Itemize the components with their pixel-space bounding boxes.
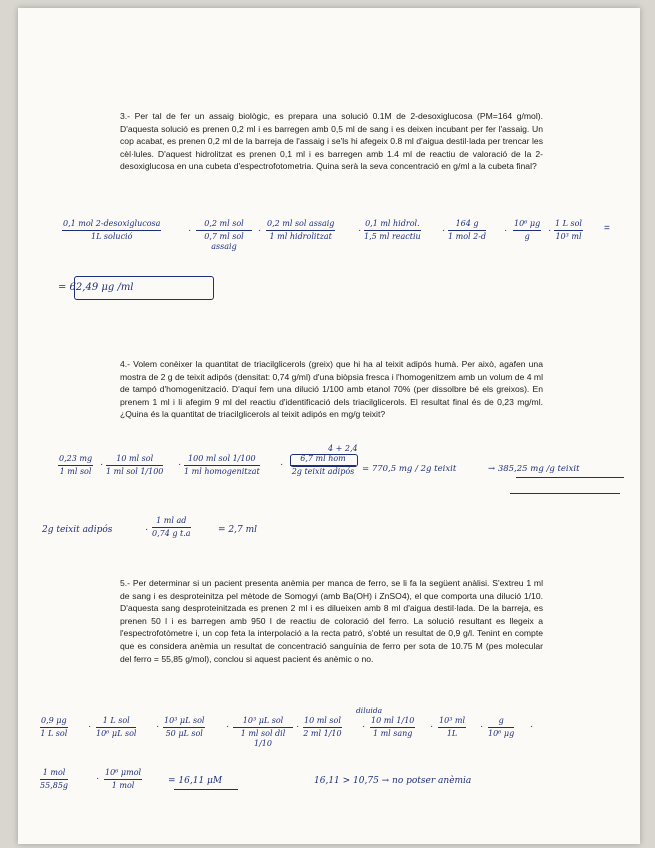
p3-fraction-4: 0,1 ml hidrol. 1,5 ml reactiu: [364, 219, 421, 241]
p3-fraction-5: 164 g 1 mol 2-d: [448, 219, 487, 241]
p5-line2-fraction-a: 1 mol 55,85g: [40, 768, 69, 790]
p5-conclusion: 16,11 > 10,75 → no potser anèmia: [314, 776, 472, 786]
p5-fraction-1: 0,9 μg 1 L sol: [40, 716, 68, 738]
p4-fraction-3: 100 ml sol 1/100 1 ml homogenitzat: [184, 454, 260, 476]
p3-fraction-7: 1 L sol 10³ ml: [555, 219, 582, 241]
p5-fraction-6: 10 ml 1/10 1 ml sang: [371, 716, 415, 738]
p5-fraction-8: $\frac{g}{\text{10⁶ μg}}$: [488, 716, 515, 738]
p5-fraction-4: 10³ μL sol 1 ml sol dil 1/10: [233, 716, 293, 749]
p5-line2-fraction-b: 10⁶ μmol 1 mol: [105, 768, 142, 790]
problem-5-statement: 5.- Per determinar si un pacient presenta anèmia per manca de ferro, se li fa la següent anàlisi. S'extreu 1 ml de sang i es desproteinitza pel mètode de Somogyi (amb Ba(OH) i ZnSO4), el que comporta una dilució 1/10. D'aquesta sang desproteinitzada es prenen 2 ml i es dilueixen amb 8 ml d'aigua destil·lada. De la barreja, es prenen 50 l i es barregen amb 950 l de reactiu de coloració del ferro. La solució resultant es llegeix a l'espectrofotòmetre i, un cop feta la interpolació a la recta patró, s'obté un resultat de 0,9 g/l. Tenint en compte que es considera anèmia un resultat de concentració sanguínia de ferro per sota de 10.75 M (pes molecular del ferro = 55,85 g/mol), conclou si aquest pacient és anèmic o no.: [120, 578, 543, 664]
p4-final-result: → 385,25 mg /g teixit: [488, 464, 580, 474]
p3-fraction-1: 0,1 mol 2-desoxiglucosa 1L solució: [63, 219, 161, 241]
p3-fraction-6: $\frac{\text{10⁶ μg}}{g}$: [514, 219, 541, 241]
problem-4-statement: 4.- Volem conèixer la quantitat de triacilglicerols (greix) que hi ha al teixit adipós humà. Per això, agafen una mostra de 2 g de teixit adipós (densitat: 0,74 g/ml) d'una biòpsia fresca i l'homogenitzem amb un volum de 4 ml de tampó d'homogenització. D'aquí fem una dilució 1/100 amb etanol 70% (per dissolbre bé els greixos). En prenem 1 ml i li afegim 9 ml del reactiu d'identificació dels triacilglicerols. El resultat final és de 0,23 mg/ml. ¿Quina és la quantitat de triacilglicerols al teixit adipós en mg/g teixit?: [120, 359, 543, 420]
p4-line2-fraction: $\frac{\text{1 ml ad}}{\text{0,74 g t.a}}$: [152, 516, 191, 538]
p4-line2-result: = 2,7 ml: [218, 525, 257, 535]
p3-fraction-3: 0,2 ml sol assaig 1 ml hidrolitzat: [267, 219, 335, 241]
p4-fraction-2: 10 ml sol 1 ml sol 1/100: [106, 454, 164, 476]
p3-fraction-2: 0,2 ml sol 0,7 ml sol assaig: [196, 219, 252, 252]
p5-fraction-7: $\frac{\text{10³ ml}}{1L}$: [439, 716, 466, 738]
p5-result: = 16,11 μM: [168, 776, 223, 786]
p5-fraction-2: 1 L sol 10⁶ μL sol: [96, 716, 137, 738]
exam-sheet: 3.- Per tal de fer un assaig biològic, es prepara una solució 0.1M de 2-desoxiglucosa (PM=164 g/mol). D'aquesta solució es prenen 0,2 ml i es barregen amb 0,5 ml de sang i es deixen incubant per fer l'assaig. Un cop acabat, es prenen 0,2 ml de la barreja de l'assaig i se'ls hi afegeix 0.8 ml d'aigua destil·lada per trencar les cèl·lules. D'aquest hidrolitzat es prenen 0,1 ml i es barregen amb 1.4 ml de reactiu de valoració de la 2-desoxiglucosa en una cubeta d'espectrofotometria. Quina serà la seva concentració en g/ml a la cubeta final? 0,1 mol 2-desoxiglucosa 1L solució · 0,2 ml sol 0,7 ml sol assaig · 0,2 ml sol assaig 1 ml hidrolitzat · 0,1 ml hidrol. 1,5 ml reactiu · 164 g 1 mol 2-d · $\frac{\text{10⁶ μg}}{g}$ · 1 L sol 10³ ml = = 62,49 μg /ml 4.- Volem conèixer la quantitat de triacilglicerols (greix) que hi ha al teixit adipós humà. Per això, agafen una mostra de 2 g de teixit adipós (densitat: 0,74 g/ml) d'una biòpsia fresca i l'homogenitzem amb un volum de 4 ml de tampó d'homogenització. D'aquí fem una dilució 1/100 amb etanol 70% (per dissolbre bé els greixos). En prenem 1 ml i li afegim 9 ml del reactiu d'identificació dels triacilglicerols. El resultat final és de 0,23 mg/ml. ¿Quina és la quantitat de triacilglicerols al teixit adipós en mg/g teixit? 4 + 2,4 0,23 mg 1 ml sol · 10 ml sol 1 ml sol 1/100 · 100 ml sol 1/100 1 ml homogenitzat · 6,7 ml hom 2g teixit adipós = 770,5 mg / 2g teixit → 385,25 mg /g teixit 2g teixit adipós · $\frac{\text{1 ml ad}}{\text{0,74 g t.a}}$ = 2,7 ml 5.- Per determinar si un pacient presenta anèmia per manca de ferro, se li fa la següent anàlisi. S'extreu 1 ml de sang i es desproteinitza pel mètode de Somogyi (amb Ba(OH) i ZnSO4), el que comporta una dilució 1/10. D'aquesta sang desproteinitzada es prenen 2 ml i es dilueixen amb 8 ml d'aigua destil·lada. De la barreja, es prenen 50 l i es barregen amb 950 l de reactiu de coloració del ferro. La solució resultant es llegeix a l'espectrofotòmetre i, un cop feta la interpolació a la recta patró, s'obté un resultat de 0,9 g/l. Tenint en compte que es considera anèmia un resultat de concentració sanguínia de ferro per sota de 10.75 M (pes molecular del ferro = 55,85 g/mol), conclou si aquest pacient és anèmic o no. diluida 0,9 μg 1 L sol · 1 L sol 10⁶ μL sol · 10³ μL sol 50 μL sol · 10³ μL sol 1 ml sol dil 1/10 · 10 ml sol 2 ml 1/10 · 10 ml 1/10 1 ml sang · $\frac{\text{10³ ml}}{1L}$ · $\frac{g}{\text{10⁶ μg}}$ · 1 mol 55,85g · 10⁶ μmol 1 mol = 16,11 μM 16,11 > 10,75 → no potser anèmia: [18, 8, 640, 844]
p4-fraction-4: 6,7 ml hom 2g teixit adipós: [291, 454, 355, 476]
p4-fraction-1: 0,23 mg 1 ml sol: [59, 454, 93, 476]
problem-3-statement: 3.- Per tal de fer un assaig biològic, es prepara una solució 0.1M de 2-desoxiglucosa (PM=164 g/mol). D'aquesta solució es prenen 0,2 ml i es barregen amb 0,5 ml de sang i es deixen incubant per fer l'assaig. Un cop acabat, es prenen 0,2 ml de la barreja de l'assaig i se'ls hi afegeix 0.8 ml d'aigua destil·lada per trencar les cèl·lules. D'aquest hidrolitzat es prenen 0,1 ml i es barregen amb 1.4 ml de reactiu de valoració de la 2-desoxiglucosa en una cubeta d'espectrofotometria. Quina serà la seva concentració en g/ml a la cubeta final?: [120, 111, 543, 172]
p5-fraction-3: 10³ μL sol 50 μL sol: [164, 716, 205, 738]
p5-fraction-5: 10 ml sol 2 ml 1/10: [303, 716, 342, 738]
p4-line2-label: 2g teixit adipós: [42, 525, 113, 535]
p4-result: = 770,5 mg / 2g teixit: [362, 464, 457, 474]
p3-result: = 62,49 μg /ml: [58, 282, 134, 293]
